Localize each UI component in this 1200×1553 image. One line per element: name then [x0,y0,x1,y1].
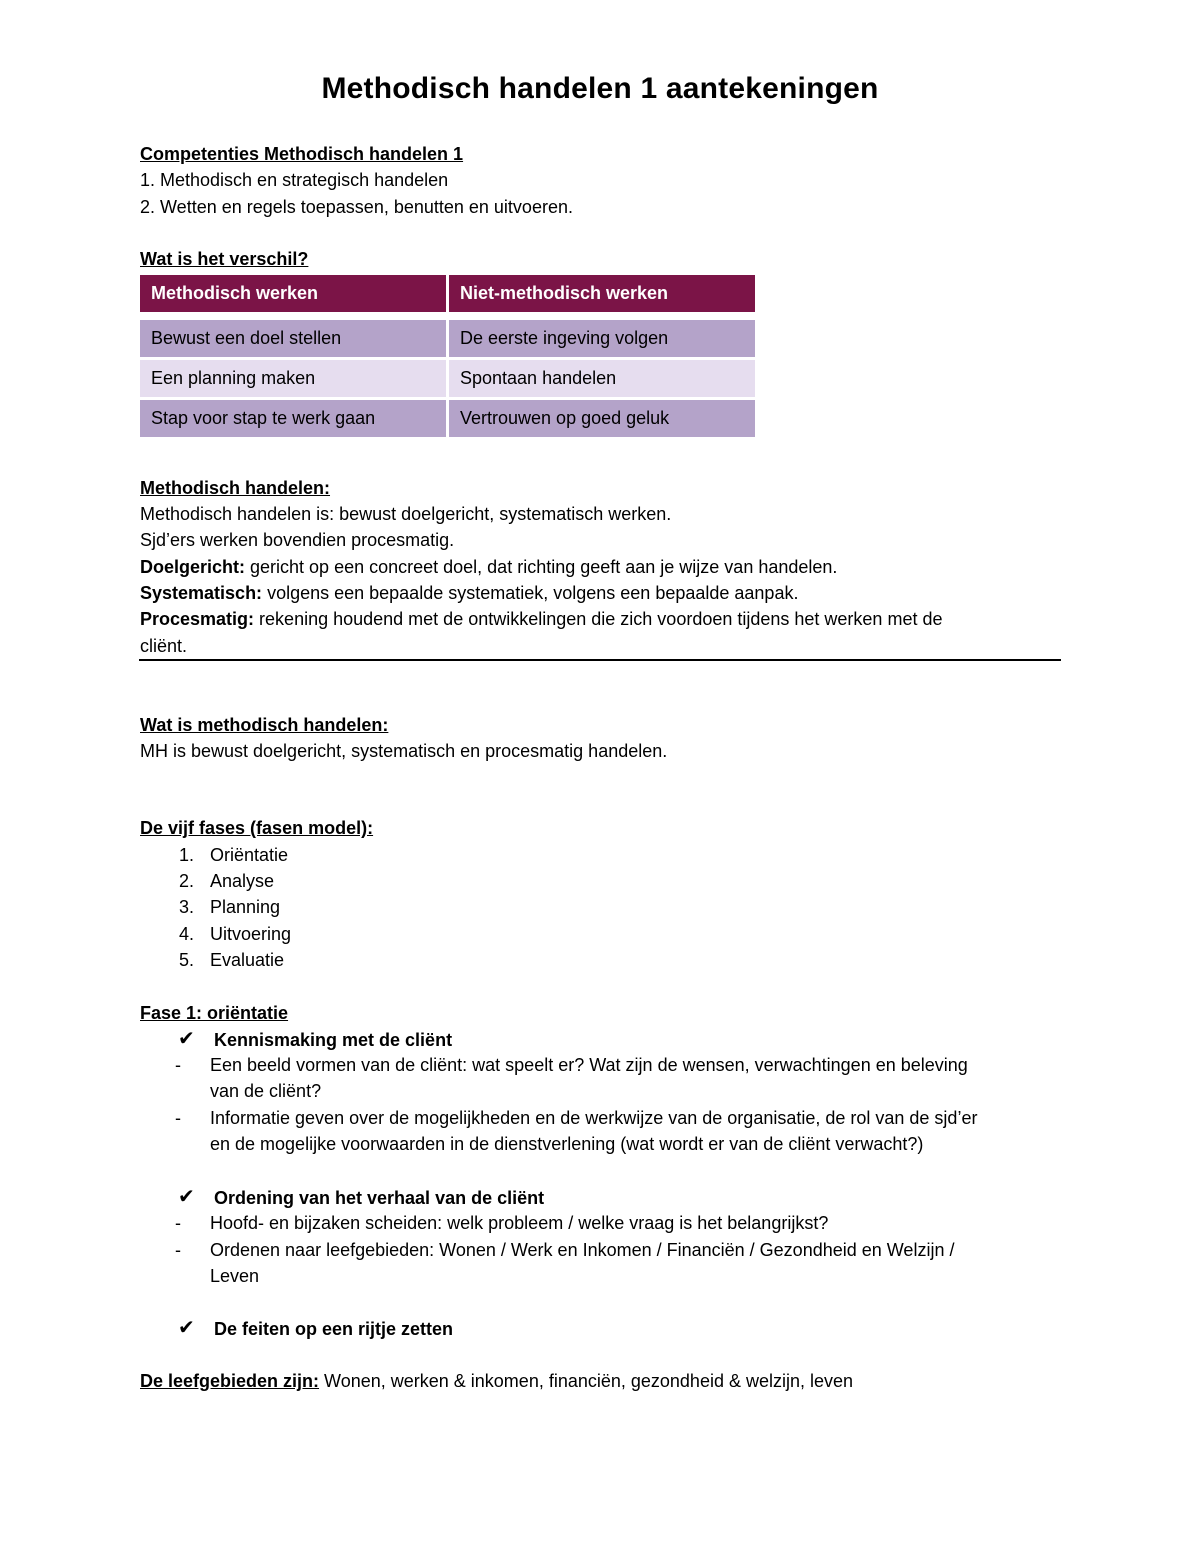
table-row [140,320,755,357]
procesmatig-line-cont: cliënt. [140,636,188,656]
table-cell: De eerste ingeving volgen [449,320,755,357]
doelgericht-text: gericht op een concreet doel, dat richting geeft aan je wijze van handelen. [245,557,838,577]
fase-label: Evaluatie [210,950,285,970]
bullet-text: Ordenen naar leefgebieden: Wonen / Werk en Inkomen / Financiën / Gezondheid en Welzijn / [210,1240,955,1260]
comparison-table [137,272,758,440]
fase1-heading: Fase 1: oriëntatie [140,1003,289,1023]
competenties-heading: Competenties Methodisch handelen 1 [140,144,464,164]
table-cell: Vertrouwen op goed geluk [449,400,755,437]
bullet-text: Hoofd- en bijzaken scheiden: welk probleem / welke vraag is het belangrijkst? [210,1213,829,1233]
page-title: Methodisch handelen 1 aantekeningen [321,72,879,105]
systematisch-term: Systematisch: [140,583,263,603]
systematisch-text: volgens een bepaalde systematiek, volgens een bepaalde aanpak. [262,583,799,603]
fase-number: 3. [178,897,194,917]
fase-label: Uitvoering [210,924,292,944]
table-row [140,360,755,397]
column-header: Niet-methodisch werken [449,275,755,312]
fases-heading: De vijf fases (fasen model): [140,818,374,838]
table-cell: Spontaan handelen [449,360,755,397]
checkmark-icon: ✔ [178,1317,195,1339]
doelgericht-term: Doelgericht: [140,557,246,577]
doelgericht-line [140,554,837,580]
systematisch-line [140,580,798,606]
dash-icon: - [175,1055,181,1075]
table-cell: Bewust een doel stellen [140,320,446,357]
fase-number: 5. [178,950,194,970]
check-item-feiten: De feiten op een rijtje zetten [214,1319,454,1339]
procesmatig-text: rekening houdend met de ontwikkelingen die zich voordoen tijdens het werken met de [254,609,943,629]
mh-definition: Methodisch handelen is: bewust doelgericht, systematisch werken. [140,504,672,524]
fase-number: 2. [178,871,194,891]
table-cell: Een planning maken [140,360,446,397]
check-item-ordening: Ordening van het verhaal van de cliënt [214,1188,545,1208]
check-item-kennismaking: Kennismaking met de cliënt [214,1030,453,1050]
checkmark-icon: ✔ [178,1186,195,1208]
competentie-item-1: 1. Methodisch en strategisch handelen [140,170,449,190]
fase-label: Analyse [210,871,275,891]
leefgebieden-text: Wonen, werken & inkomen, financiën, gezondheid & welzijn, leven [319,1371,854,1391]
leefgebieden-line [140,1368,853,1394]
procesmatig-line [140,606,942,632]
methodisch-handelen-heading: Methodisch handelen: [140,478,331,498]
procesmatig-term: Procesmatig: [140,609,255,629]
fase-number: 1. [178,845,194,865]
table-cell: Stap voor stap te werk gaan [140,400,446,437]
wat-is-text: MH is bewust doelgericht, systematisch en procesmatig handelen. [140,741,668,761]
verschil-heading: Wat is het verschil? [140,249,309,269]
dash-icon: - [175,1108,181,1128]
fase-label: Oriëntatie [210,845,289,865]
column-header: Methodisch werken [140,275,446,312]
wat-is-heading: Wat is methodisch handelen: [140,715,389,735]
bullet-text-cont: van de cliënt? [210,1081,322,1101]
checkmark-icon: ✔ [178,1028,195,1050]
dash-icon: - [175,1213,181,1233]
fase-label: Planning [210,897,281,917]
competentie-item-2: 2. Wetten en regels toepassen, benutten en uitvoeren. [140,197,573,217]
fase-number: 4. [178,924,194,944]
table-row [140,400,755,437]
bullet-text-cont: Leven [210,1266,260,1286]
bullet-text: Informatie geven over de mogelijkheden en de werkwijze van de organisatie, de rol van de sjd’er [210,1108,978,1128]
horizontal-divider [139,659,1061,661]
mh-procesmatig-note: Sjd’ers werken bovendien procesmatig. [140,530,455,550]
dash-icon: - [175,1240,181,1260]
bullet-text-cont: en de mogelijke voorwaarden in de dienstverlening (wat wordt er van de cliënt verwacht?) [210,1134,924,1154]
table-header-row [140,275,755,312]
leefgebieden-heading: De leefgebieden zijn: [140,1371,320,1391]
bullet-text: Een beeld vormen van de cliënt: wat speelt er? Wat zijn de wensen, verwachtingen en beleving [210,1055,968,1075]
